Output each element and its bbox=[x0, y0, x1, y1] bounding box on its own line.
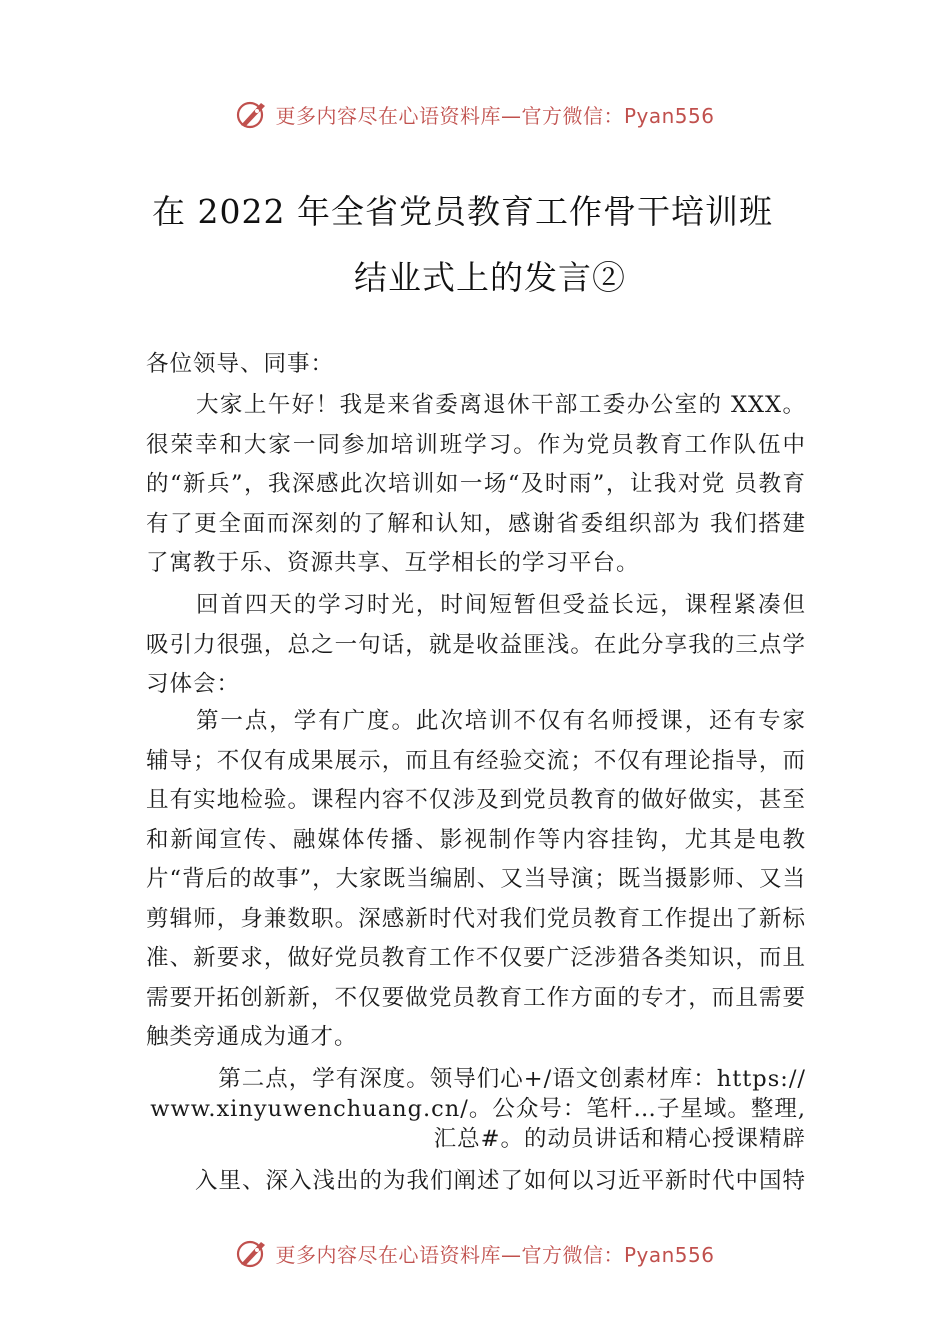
footer-banner-text: 更多内容尽在心语资料库—官方微信：Pyan556 bbox=[275, 1242, 715, 1267]
paragraph-2: 回首四天的学习时光，时间短暂但受益长远，课程紧凑但吸引力很强，总之一句话，就是收益匪浅。在此分享我的三点学习体会： bbox=[146, 592, 806, 697]
header-banner bbox=[0, 94, 950, 134]
salutation: 各位领导、同事： bbox=[146, 351, 335, 377]
paragraph-3: 第一点，学有广度。此次培训不仅有名师授课，还有专家辅导；不仅有成果展示，而且有经验交流；不仅有理论指导，而且有实地检验。课程内容不仅涉及到党员教育的做好做实，甚至和新闻宣传、融媒体传播、影视制作等内容挂钩，尤其是电教片“背后的故事”，大家既当编剧、又当导演；既当摄影师、又当剪辑师，身兼数职。深感新时代对我们党员教育工作提出了新标准、新要求，做好党员教育工作不仅要广泛涉猎各类知识，而且需要开拓创新新，不仅要做党员教育工作方面的专才，而且需要触类旁通成为通才。 bbox=[146, 708, 806, 1050]
page-title-line-2: 结业式上的发言② bbox=[354, 258, 626, 297]
paragraph-4-line-2: www.xinyuwenchuang.cn/。公众号：笔杆…子星域。整理, bbox=[150, 1096, 806, 1122]
paragraph-4-line-1: 第二点，学有深度。领导们心+/语文创素材库：https:// bbox=[218, 1066, 806, 1092]
header-banner-text: 更多内容尽在心语资料库—官方微信：Pyan556 bbox=[275, 103, 715, 128]
page-title-line-1: 在 2022 年全省党员教育工作骨干培训班 bbox=[152, 192, 773, 231]
paragraph-4-line-3: 汇总#。的动员讲话和精心授课精辟 bbox=[433, 1126, 806, 1152]
paragraph-1: 大家上午好！我是来省委离退休干部工委办公室的 XXX。很荣幸和大家一同参加培训班学习。作为党员教育工作队伍中的“新兵”，我深感此次培训如一场“及时雨”，让我对党 员教育有了更全面而深刻的了解和认知，感谢省委组织部为 我们搭建了寓教于乐、资源共享、互学相长的学习平台。 bbox=[146, 392, 806, 576]
pen-nib-logo-icon bbox=[235, 97, 269, 131]
footer-banner bbox=[0, 1233, 950, 1273]
paragraph-4-line-4: 入里、深入浅出的为我们阐述了如何以习近平新时代中国特 bbox=[194, 1168, 806, 1194]
pen-nib-logo-icon bbox=[235, 1236, 269, 1270]
